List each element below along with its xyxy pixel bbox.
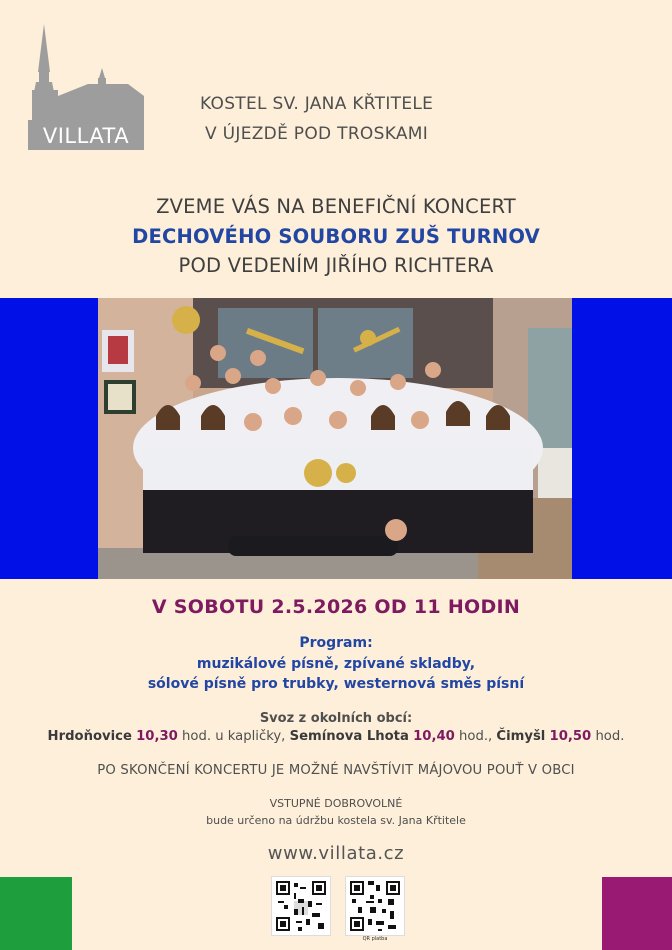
purple-corner-block <box>602 877 672 950</box>
stop-1-place: Hrdoňovice <box>47 729 132 744</box>
stop-1-time: 10,30 <box>136 729 178 744</box>
after-concert-note: PO SKONČENÍ KONCERTU JE MOŽNÉ NAVŠTÍVIT MÁJOVOU POUŤ V OBCI <box>97 763 575 778</box>
green-corner-block <box>0 877 72 950</box>
website-link[interactable]: www.villata.cz <box>267 843 405 864</box>
program-line-1: muzikálové písně, zpívané skladby, <box>196 656 476 672</box>
invitation-line-3: POD VEDENÍM JIŘÍHO RICHTERA <box>178 254 494 277</box>
qr-payment-label: QR platba <box>362 936 388 942</box>
entry-purpose: bude určeno na údržbu kostela sv. Jana Křtitele <box>206 814 466 827</box>
band-photo <box>98 298 572 579</box>
qr-code-payment[interactable] <box>345 876 405 942</box>
qr-code-icon <box>272 877 330 935</box>
stop-3-place: Čimyšl <box>496 729 546 744</box>
concert-date: V SOBOTU 2.5.2026 OD 11 HODIN <box>151 596 521 618</box>
church-location: V ÚJEZDĚ POD TROSKAMI <box>205 124 429 144</box>
stop-1-suffix: hod. u kapličky, <box>182 729 286 744</box>
blue-band-right <box>572 298 672 579</box>
blue-band-left <box>0 298 98 579</box>
invitation-line-1: ZVEME VÁS NA BENEFIČNÍ KONCERT <box>156 195 516 218</box>
qr-code-icon <box>346 877 404 935</box>
stop-2-time: 10,40 <box>413 729 455 744</box>
qr-code-website[interactable] <box>271 876 331 936</box>
entry-fee: VSTUPNÉ DOBROVOLNÉ <box>269 797 403 810</box>
stop-2-suffix: hod., <box>459 729 493 744</box>
transport-schedule <box>0 729 672 744</box>
logo-text: VILLATA <box>42 124 130 148</box>
stop-3-time: 10,50 <box>549 729 592 744</box>
church-name: KOSTEL SV. JANA KŘTITELE <box>200 94 434 114</box>
program-title: Program: <box>299 635 373 651</box>
program-line-2: sólové písně pro trubky, westernová směs písní <box>147 676 525 692</box>
invitation-line-2: DECHOVÉHO SOUBORU ZUŠ TURNOV <box>132 225 540 248</box>
stop-2-place: Semínova Lhota <box>289 729 409 744</box>
transport-title: Svoz z okolních obcí: <box>259 711 413 726</box>
villata-logo <box>28 24 144 150</box>
stop-3-suffix: hod. <box>595 729 625 744</box>
